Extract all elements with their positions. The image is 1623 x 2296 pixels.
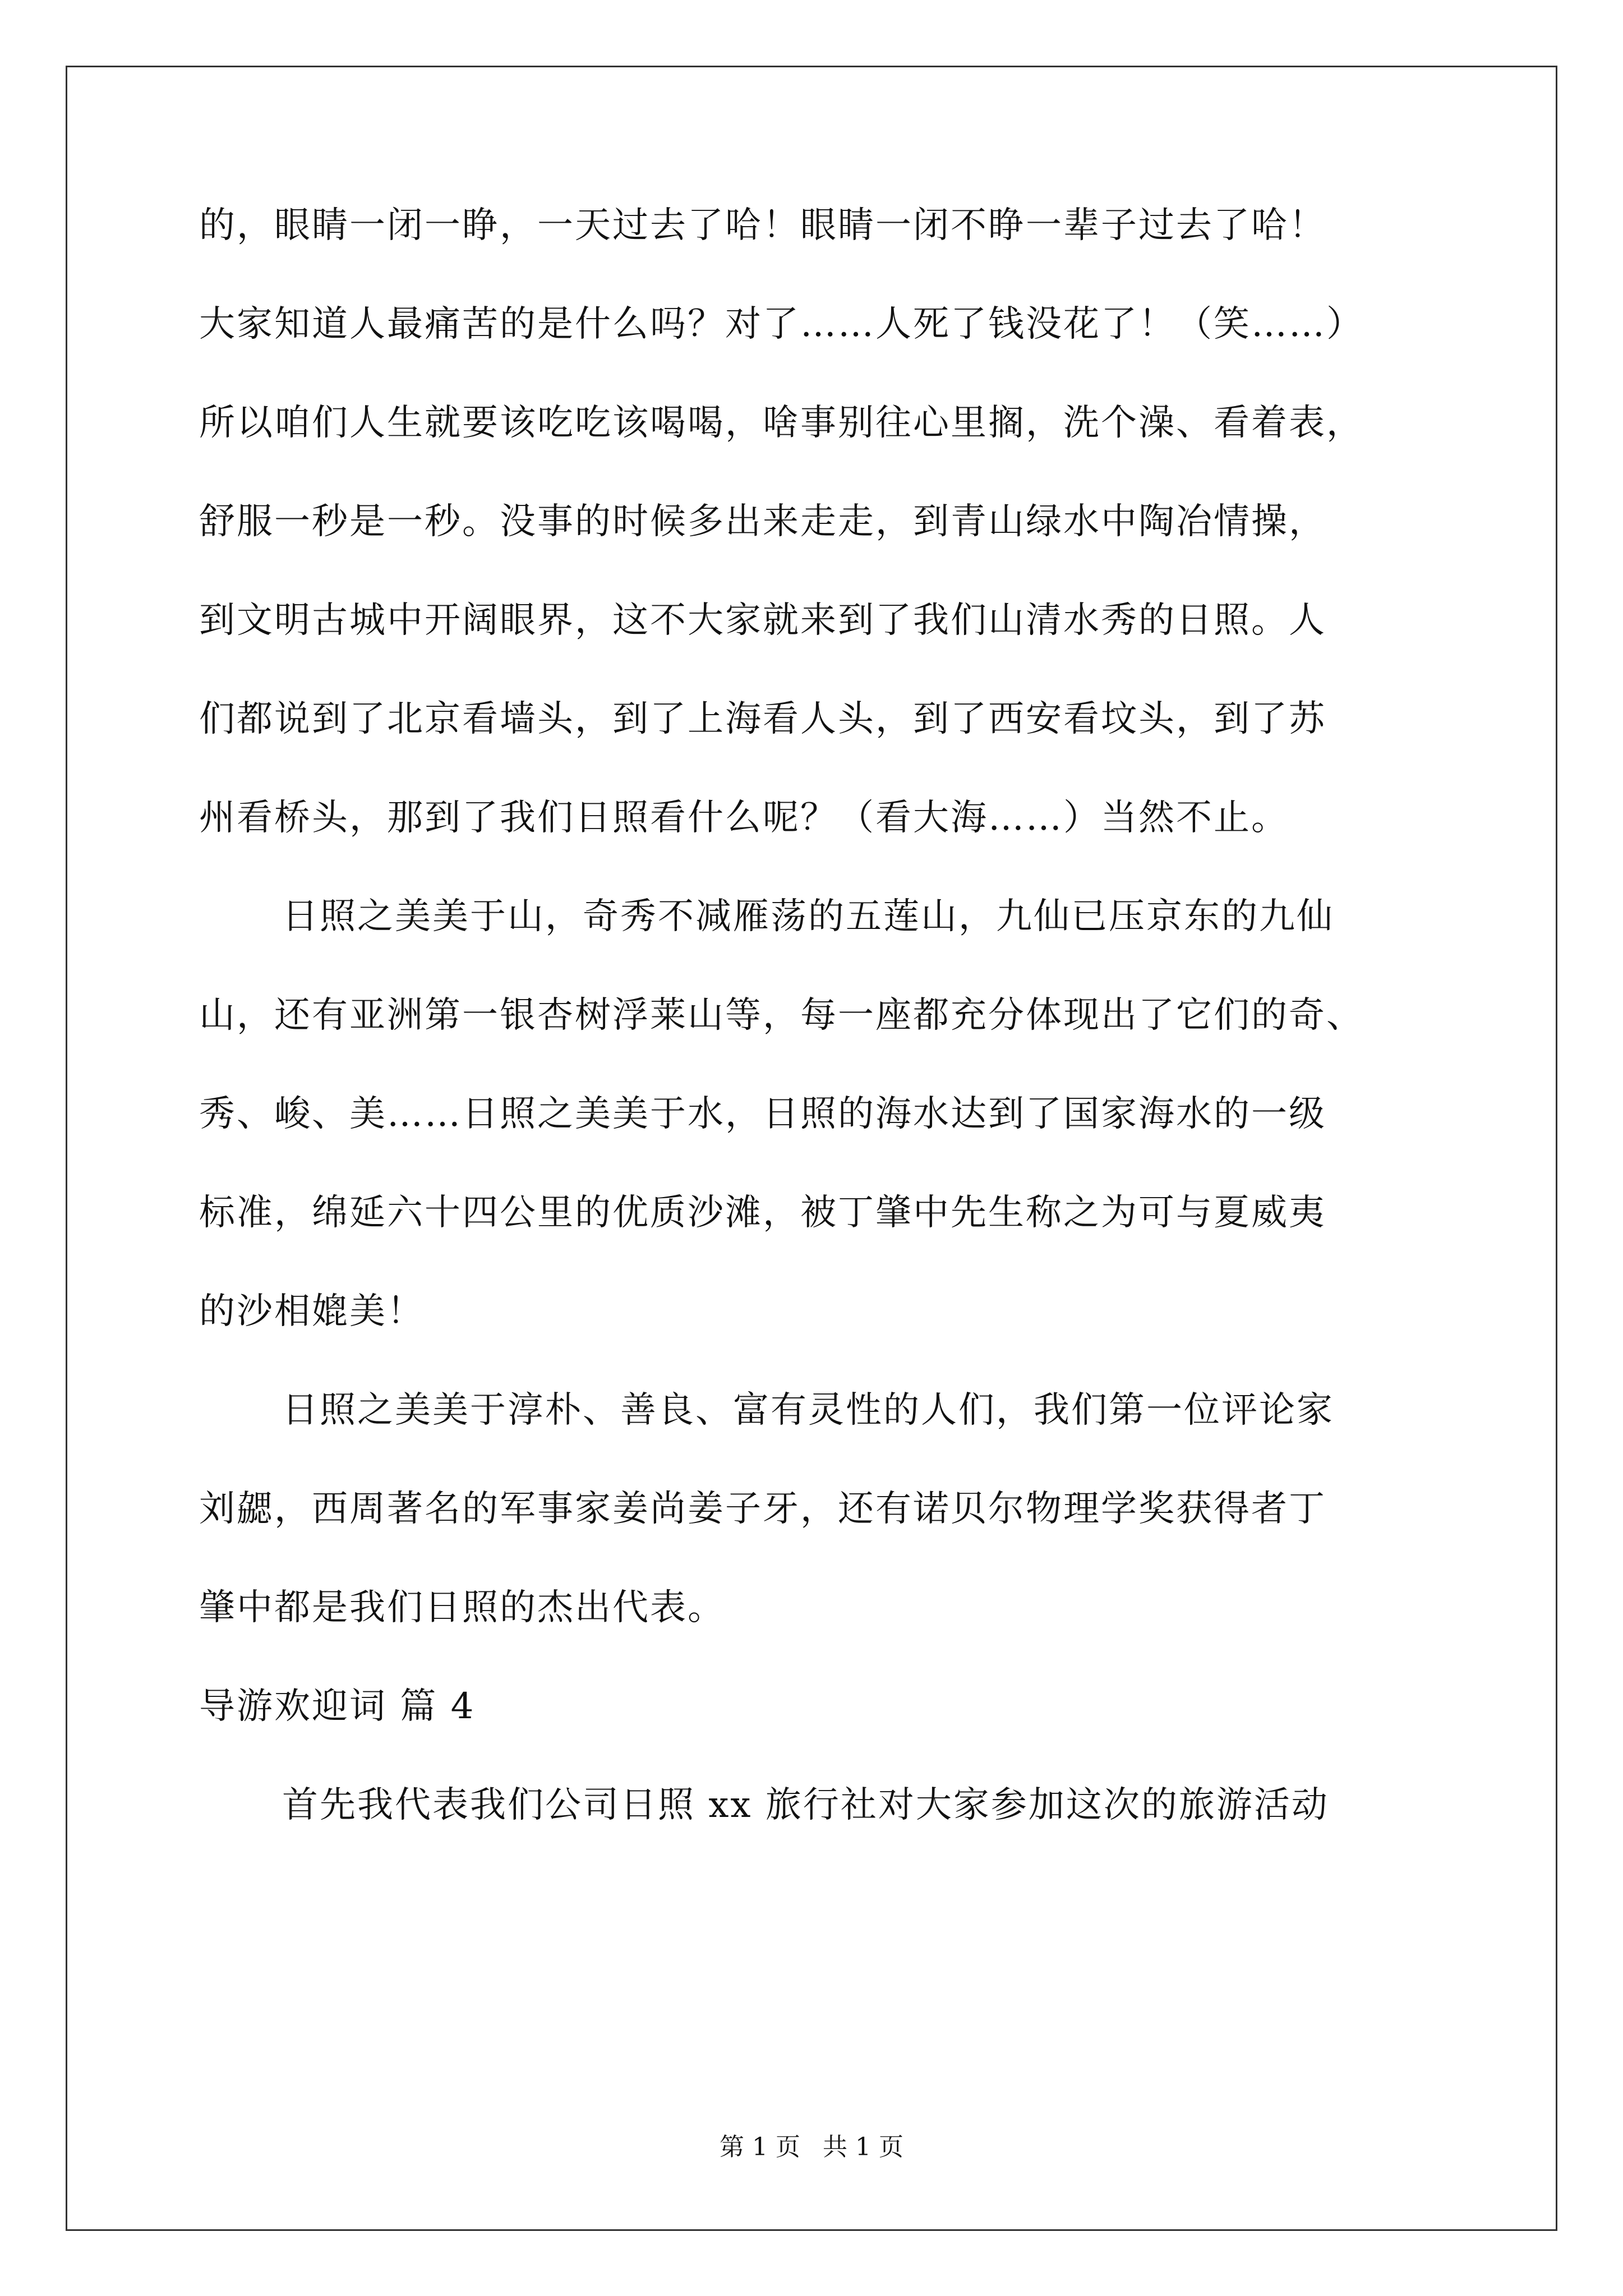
paragraph-4 xyxy=(199,1784,1436,1826)
text-line: 所以咱们人生就要该吃吃该喝喝，啥事别往心里搁，洗个澡、看着表， xyxy=(199,402,1364,444)
text-line: 山，还有亚洲第一银杏树浮莱山等，每一座都充分体现出了它们的奇、 xyxy=(199,995,1364,1036)
text-line: 舒服一秒是一秒。没事的时候多出来走走，到青山绿水中陶冶情操， xyxy=(199,501,1326,542)
text-line: 到文明古城中开阔眼界，这不大家就来到了我们山清水秀的日照。人 xyxy=(199,600,1326,641)
text-line: 州看桥头，那到了我们日照看什么呢？（看大海……）当然不止。 xyxy=(199,797,1289,839)
text-line: 秀、峻、美……日照之美美于水，日照的海水达到了国家海水的一级 xyxy=(199,1093,1326,1135)
paragraph-2 xyxy=(199,896,1436,1332)
page-footer xyxy=(0,2135,1623,2160)
text-line: 的沙相媲美！ xyxy=(199,1291,425,1332)
paragraph-1 xyxy=(199,205,1436,839)
document-body xyxy=(199,205,1436,1826)
text-line: 首先我代表我们公司日照 xx 旅行社对大家参加这次的旅游活动 xyxy=(282,1784,1329,1826)
text-line: 日照之美美于淳朴、善良、富有灵性的人们，我们第一位评论家 xyxy=(282,1389,1334,1431)
text-line: 刘勰，西周著名的军事家姜尚姜子牙，还有诺贝尔物理学奖获得者丁 xyxy=(199,1488,1326,1530)
text-line: 日照之美美于山，奇秀不减雁荡的五莲山，九仙已压京东的九仙 xyxy=(282,896,1334,937)
text-line: 肇中都是我们日照的杰出代表。 xyxy=(199,1587,725,1628)
page-number: 第 1 页 xyxy=(720,2133,800,2161)
text-line: 们都说到了北京看墙头，到了上海看人头，到了西安看坟头，到了苏 xyxy=(199,698,1326,740)
paragraph-3 xyxy=(199,1389,1436,1628)
text-line: 标准，绵延六十四公里的优质沙滩，被丁肇中先生称之为可与夏威夷 xyxy=(199,1192,1326,1234)
section-heading: 导游欢迎词 篇 4 xyxy=(199,1686,476,1727)
text-line: 大家知道人最痛苦的是什么吗？对了……人死了钱没花了！（笑……） xyxy=(199,303,1364,345)
text-line: 的，眼睛一闭一睁，一天过去了哈！眼睛一闭不睁一辈子过去了哈！ xyxy=(199,205,1326,246)
page-total: 共 1 页 xyxy=(823,2133,903,2161)
section-heading-block xyxy=(199,1686,1436,1727)
